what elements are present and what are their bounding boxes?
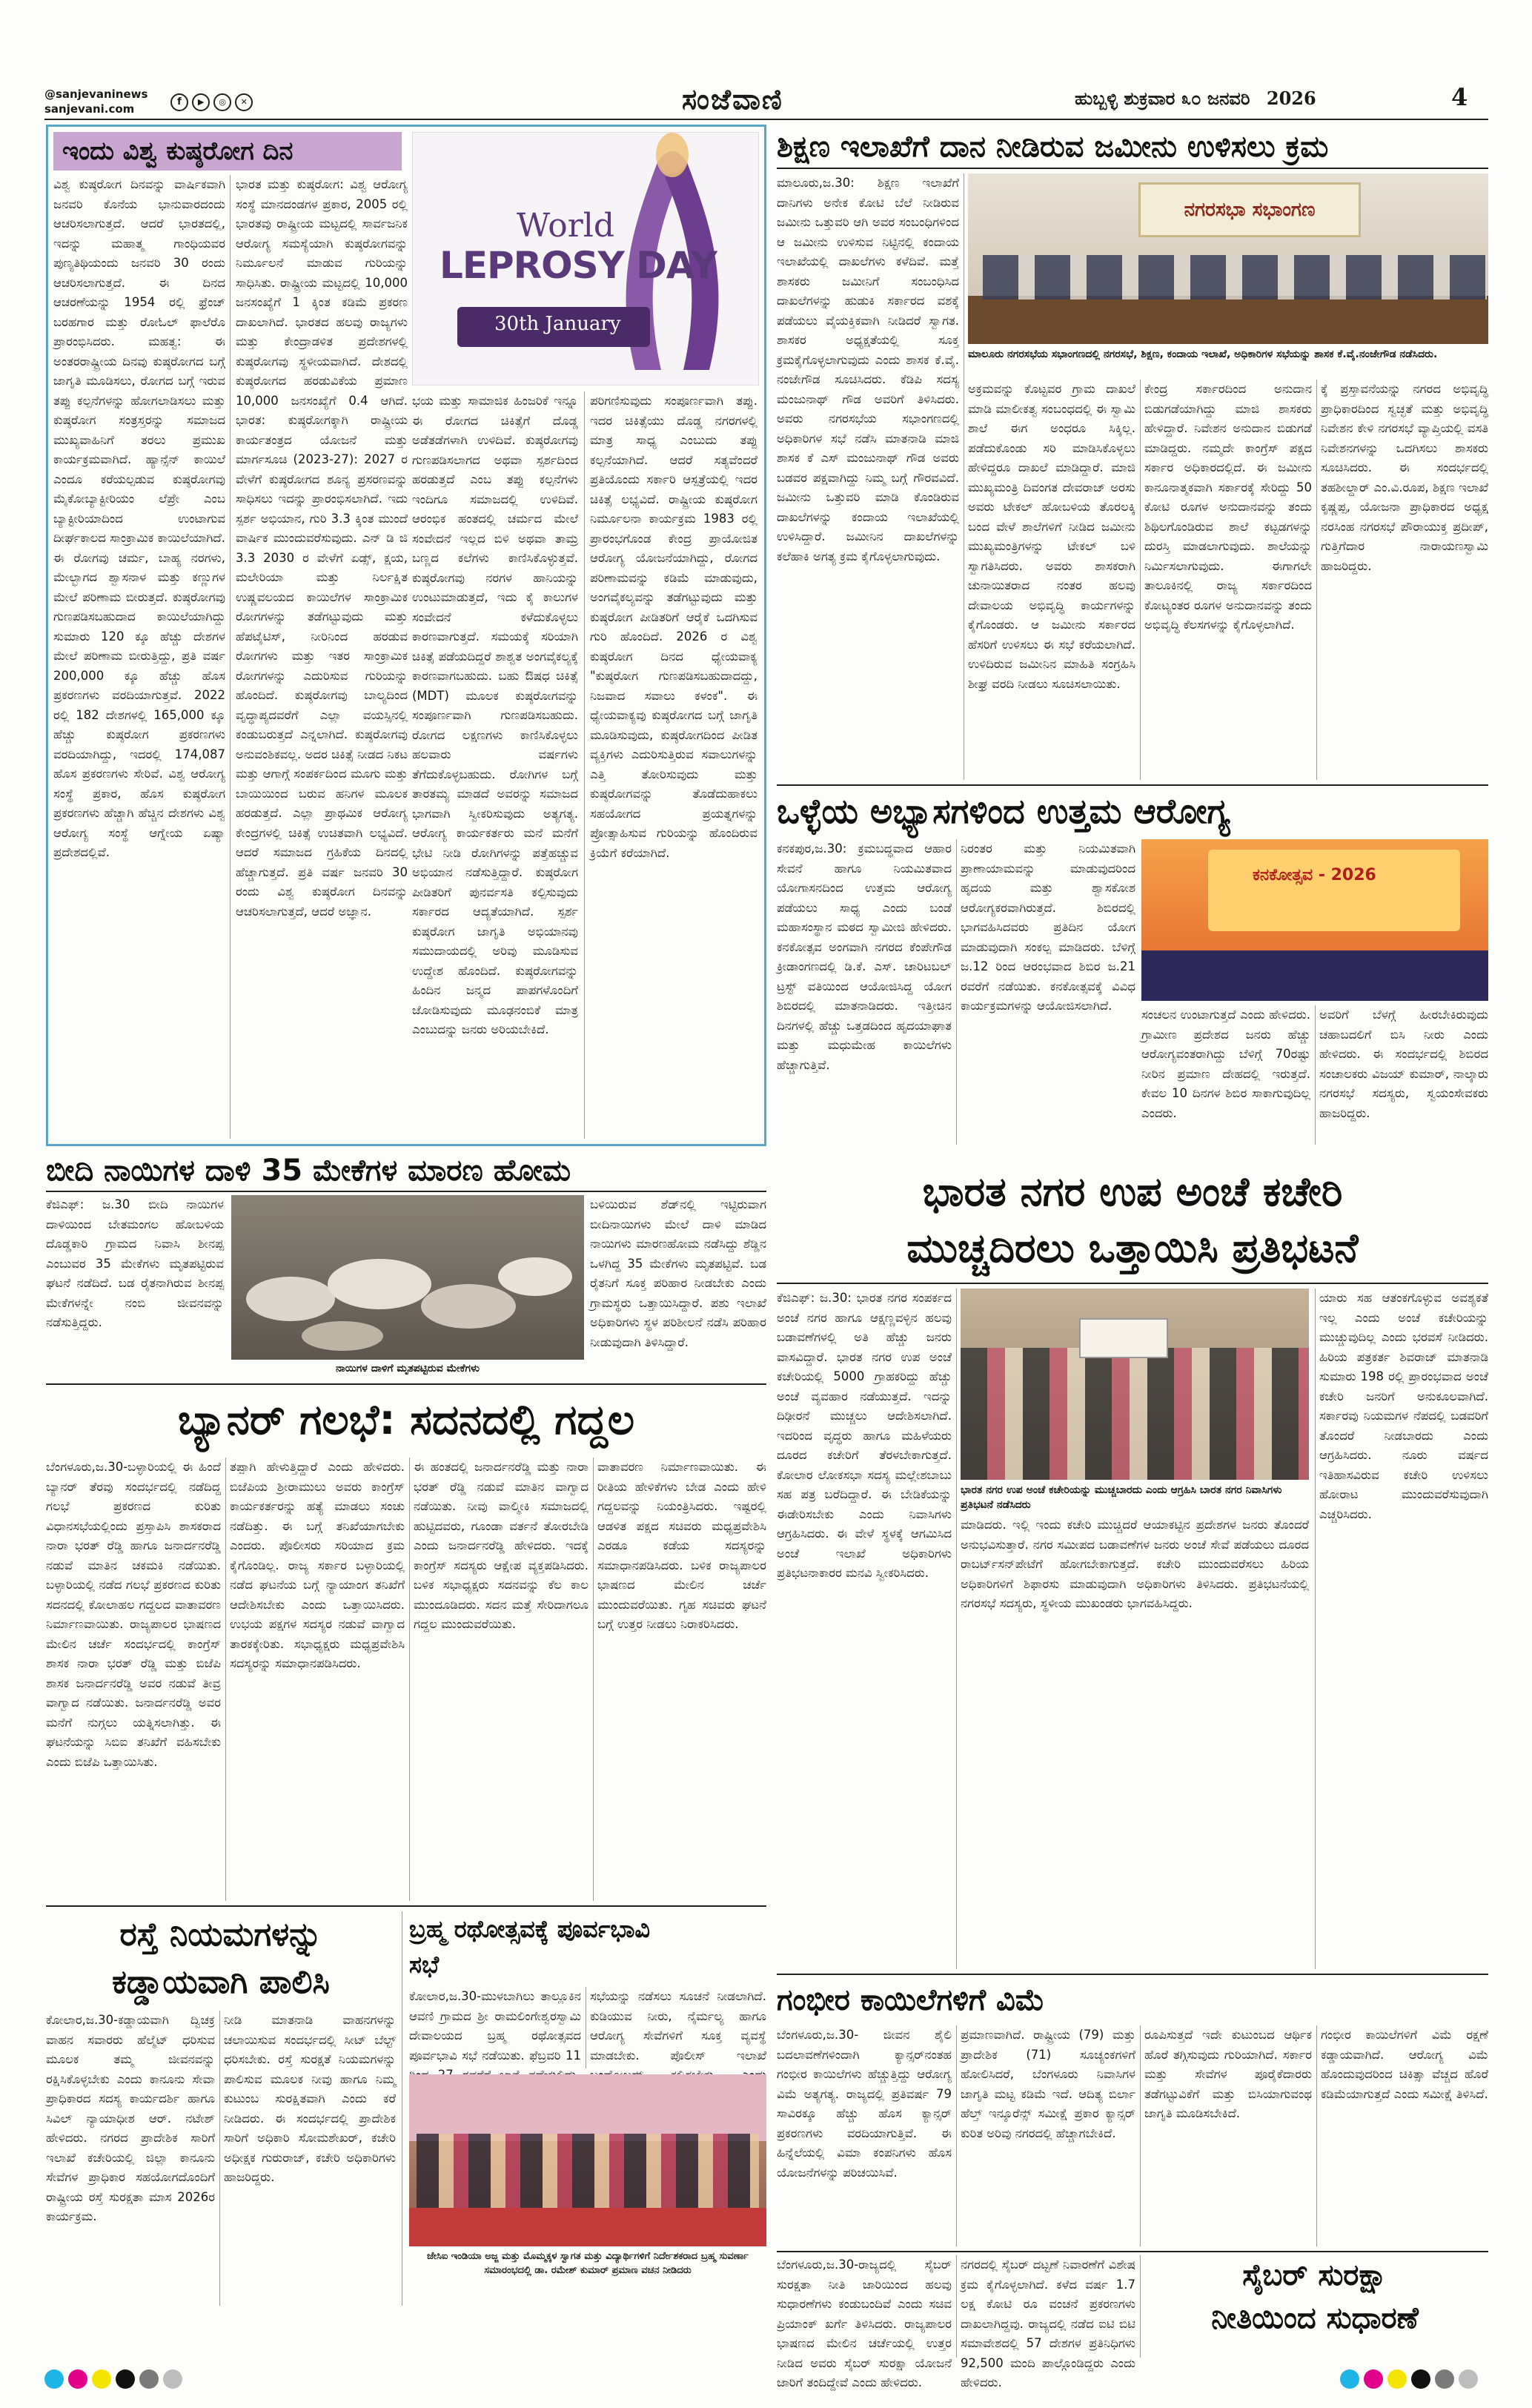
road-headline-line-2: ಕಡ್ಡಾಯವಾಗಿ ಪಾಲಿಸಿ: [112, 1963, 330, 2001]
rule: [777, 168, 1488, 169]
post-col-3: ಯಾರು ಸಹ ಆತಂಕಗೊಳ್ಳುವ ಅವಶ್ಯಕತೆ ಇಲ್ಲ ಎಂದು ಅಂಚೆ ಕಚೇರಿಯನ್ನು ಮುಚ್ಚುವುದಿಲ್ಲ ಎಂದು ಭರವಸೆ ನೀಡಿದರು. ಹಿರಿಯ ಪತ್ರಕರ್ತ ಶಿವರಾಜ್ ಮಾತನಾಡಿ ಸುಮಾರು 198 ರಲ್ಲಿ ಪ್ರಾರಂಭವಾದ ಅಂಚೆ ಕಚೇರಿ ಜನರಿಗೆ ಅನುಕೂಲವಾಗಿದೆ. ಸರ್ಕಾರವು ನಿಯಮಗಳ ನೆಪದಲ್ಲಿ ಬಡವರಿಗೆ ತೊಂದರೆ ನೀಡಬಾರದು ಎಂದು ಆಗ್ರಹಿಸಿದರು. ನೂರು ವರ್ಷದ ಇತಿಹಾಸವಿರುವ ಕಚೇರಿ ಉಳಿಸಲು ಹೋರಾಟ ಮುಂದುವರೆಸುವುದಾಗಿ ಎಚ್ಚರಿಸಿದರು.: [1319, 1291, 1488, 1521]
protest-photo: [961, 1289, 1309, 1480]
cancer-col-2: ಪ್ರಮಾಣವಾಗಿದೆ. ರಾಷ್ಟ್ರೀಯ (79) ಮತ್ತು ಪ್ರಾದೇಶಿಕ (71) ಸೂಚ್ಯಂಕಗಳಿಗೆ ಹೋಲಿಸಿದರೆ, ಬೆಂಗಳೂರು ನಿವಾಸಿಗಳ ಜಾಗೃತಿ ಮಟ್ಟ ಕಡಿಮೆ ಇದೆ. ಆದಿತ್ಯ ಬಿರ್ಲಾ ಹೆಲ್ತ್ ಇನ್ಶೂರೆನ್ಸ್ ಸಮೀಕ್ಷೆ ಪ್ರಕಾರ ಕ್ಯಾನ್ಸರ್ ಕುರಿತ ಅರಿವು ನಗರದಲ್ಲಿ ಹೆಚ್ಚಾಗಬೇಕಿದೆ.: [961, 2028, 1135, 2140]
social-handle[interactable]: @sanjevaninews: [44, 87, 148, 101]
cancer-col-4: ಗಂಭೀರ ಕಾಯಿಲೆಗಳಿಗೆ ವಿಮೆ ರಕ್ಷಣೆ ಕಡ್ಡಾಯವಾಗಿದೆ. ಆರೋಗ್ಯ ವಿಮೆ ಹೊಂದುವುದರಿಂದ ಚಿಕಿತ್ಸಾ ವೆಚ್ಚದ ಹೊರೆ ಕಡಿಮೆಯಾಗುತ್ತದೆ ಎಂದು ಸಮೀಕ್ಷೆ ತಿಳಿಸಿದೆ.: [1321, 2028, 1488, 2101]
masthead-rule: [44, 119, 1488, 120]
poster-world: World: [517, 207, 614, 245]
sheep-photo-caption: ನಾಯಿಗಳ ದಾಳಿಗೆ ಮೃತಪಟ್ಟಿರುವ ಮೇಕೆಗಳು: [335, 1363, 480, 1375]
print-registration-marks-left: [44, 2369, 187, 2392]
color-mark-black: [1411, 2369, 1430, 2389]
post-headline-line-1: ಭಾರತ ನಗರ ಉಪ ಅಂಚೆ ಕಚೇರಿ: [922, 1168, 1343, 1215]
brahma-col-2: ಸಭೆಯನ್ನು ನಡೆಸಲು ಸೂಚನೆ ನೀಡಲಾಗಿದೆ. ಕುಡಿಯುವ ನೀರು, ನೈರ್ಮಲ್ಯ ಹಾಗೂ ಆರೋಗ್ಯ ಸೇವೆಗಳಿಗೆ ಸೂಕ್ತ ವ್ಯವಸ್ಥೆ ಮಾಡಬೇಕು. ಪೊಲೀಸ್ ಇಲಾಖೆ: [590, 1989, 766, 2063]
brahma-col-1: ಕೋಲಾರ,ಜ.30-ಮುಳಬಾಗಿಲು ತಾಲ್ಲೂಕಿನ ಆವಣಿ ಗ್ರಾಮದ ಶ್ರೀ ರಾಮಲಿಂಗೇಶ್ವರಸ್ವಾಮಿ ದೇವಾಲಯದ ಬ್ರಹ್ಮ ರಥೋತ್ಸವದ ಪೂರ್ವಭಾವಿ ಸಭೆ ನಡೆಯಿತು. ಫೆಬ್ರವರಿ 11: [409, 1989, 581, 2063]
divider: [225, 1458, 226, 1901]
yoga-col-4: ಅವರಿಗೆ ಬೆಳಗ್ಗೆ ಹೀರಬೇಕಿರುವುದು ಚಹಾಬದಲಿಗೆ ಬಿಸಿ ನೀರು ಎಂದು ಹೇಳಿದರು. ಈ ಸಂದರ್ಭದಲ್ಲಿ ಶಿಬಿರದ ಸಂಚಾಲಕರು ವಿಜಯ್ ಕುಮಾರ್, ನಾಲ್ಕಾರು ನಗರಸಭೆ ಸದಸ್ಯರು, ಸ್ವಯಂಸೇವಕರು ಹಾಜರಿದ್ದರು.: [1319, 1008, 1488, 1120]
protesters-row: [961, 1348, 1309, 1480]
year: 2026: [1266, 87, 1316, 109]
leprosy-col-4: ಪರಿಗಣಿಸುವುದು ಸಂಪೂರ್ಣವಾಗಿ ತಪ್ಪು. ಇದರ ಚಿಕಿತ್ಸೆಯು ದೊಡ್ಡ ನಗರಗಳಲ್ಲಿ ಮಾತ್ರ ಸಾಧ್ಯ ಎಂಬುದು ತಪ್ಪು ಕಲ್ಪನೆಯಾಗಿದೆ. ಆದರೆ ಸತ್ಯವೆಂದರೆ ಪ್ರತಿಯೊಂದು ಸರ್ಕಾರಿ ಆಸ್ಪತ್ರೆಯಲ್ಲಿ ಇದರ ಚಿಕಿತ್ಸೆ ಲಭ್ಯವಿದೆ. ರಾಷ್ಟ್ರೀಯ ಕುಷ್ಠರೋಗ ನಿರ್ಮೂಲನಾ ಕಾರ್ಯಕ್ರಮ 1983 ರಲ್ಲಿ ಪ್ರಾರಂಭಗೊಂಡ ಕೇಂದ್ರ ಪ್ರಾಯೋಜಿತ ಆರೋಗ್ಯ ಯೋಜನೆಯಾಗಿದ್ದು, ರೋಗದ ಪರಿಣಾಮವನ್ನು ಕಡಿಮೆ ಮಾಡುವುದು, ಅಂಗವೈಕಲ್ಯವನ್ನು ತಡೆಗಟ್ಟುವುದು ಮತ್ತು ಕುಷ್ಠರೋಗ ಪೀಡಿತರಿಗೆ ಆರೈಕೆ ಒದಗಿಸುವ ಗುರಿ ಹೊಂದಿದೆ. 2026 ರ ವಿಶ್ವ ಕುಷ್ಠರೋಗ ದಿನದ ಧ್ಯೇಯವಾಕ್ಯ "ಕುಷ್ಠರೋಗ ಗುಣಪಡಿಸಬಹುದಾದದ್ದು, ನಿಜವಾದ ಸವಾಲು ಕಳಂಕ". ಈ ಧ್ಯೇಯವಾಕ್ಯವು ಕುಷ್ಠರೋಗದ ಬಗ್ಗೆ ಜಾಗೃತಿ ಮೂಡಿಸುವುದು, ಕುಷ್ಠರೋಗದಿಂದ ಪೀಡಿತ ವ್ಯಕ್ತಿಗಳು ಎದುರಿಸುತ್ತಿರುವ ಸವಾಲುಗಳನ್ನು ಎತ್ತಿ ತೋರಿಸುವುದು ಮತ್ತು ಕುಷ್ಠರೋಗವನ್ನು ತೊಡೆದುಹಾಕಲು ಸಹಯೋಗದ ಪ್ರಯತ್ನಗಳನ್ನು ಪ್ರೋತ್ಸಾಹಿಸುವ ಗುರಿಯನ್ನು ಹೊಂದಿರುವ ಕ್ರಿಯೆಗೆ ಕರೆಯಾಗಿದೆ.: [590, 394, 757, 860]
divider: [1140, 2025, 1141, 2246]
cyber-headline-line-1: ಸೈಬರ್ ಸುರಕ್ಷಾ: [1242, 2258, 1387, 2292]
land-photo-caption: ಮಾಲೂರು ನಗರಸಭೆಯ ಸಭಾಂಗಣದಲ್ಲಿ ನಗರಸಭೆ, ಶಿಕ್ಷಣ, ಕಂದಾಯ ಇಲಾಖೆ, ಅಧಿಕಾರಿಗಳ ಸಭೆಯನ್ನು ಶಾಸಕ ಕೆ.ವೈ.ನಂಜೇಗೌಡ ನಡೆಸಿದರು.: [968, 348, 1438, 360]
color-mark-grey: [139, 2369, 159, 2389]
post-col-2: ಮಾಡಿದರು. ಇಲ್ಲಿ ಇಂದು ಕಚೇರಿ ಮುಚ್ಚಿದರೆ ಆಯಾಕಟ್ಟಿನ ಪ್ರದೇಶಗಳ ಜನರು ತೊಂದರೆ ಅನುಭವಿಸುತ್ತಾರೆ. ನಗರ ಸಮೀಪದ ಬಡಾವಣೆಗಳ ಜನರು ಅಂಚೆ ಸೇವೆ ಪಡೆಯಲು ದೂರದ ರಾಬರ್ಟ್‌ಸನ್‌ಪೇಟೆಗೆ ಹೋಗಬೇಕಾಗುತ್ತದೆ. ಕಚೇರಿ ಮುಂದುವರೆಸಲು ಹಿರಿಯ ಅಧಿಕಾರಿಗಳಿಗೆ ಶಿಫಾರಸು ಮಾಡುವುದಾಗಿ ಅಧಿಕಾರಿಗಳು ತಿಳಿಸಿದರು. ಪ್ರತಿಭಟನೆಯಲ್ಲಿ ನಗರಸಭೆ ಸದಸ್ಯರು, ಸ್ಥಳೀಯ ಮುಖಂಡರು ಭಾಗವಹಿಸಿದ್ದರು.: [961, 1518, 1309, 1610]
poster-title: LEPROSY DAY: [440, 244, 717, 287]
instagram-icon[interactable]: ◎: [213, 93, 231, 111]
divider: [219, 2011, 220, 2306]
brahma-headline-line-1: ಬ್ರಹ್ಮ ರಥೋತ್ಸವಕ್ಕೆ ಪೂರ್ವಭಾವಿ: [409, 1915, 651, 1943]
divider: [956, 1289, 957, 1969]
cyber-headline-line-2: ನೀತಿಯಿಂದ ಸುಧಾರಣೆ: [1211, 2301, 1419, 2335]
table-cloth: [409, 2208, 766, 2246]
dead-goats-photo: [231, 1195, 584, 1360]
divider: [1315, 1005, 1316, 1145]
brahma-photo-caption: ಜೇಸಿಐ ಇಂಡಿಯಾ ಅಜ್ಜ ಮತ್ತು ಮೊಮ್ಮಕ್ಕಳ ಸ್ವಾಗತ ಮತ್ತು ವಿದ್ಯಾರ್ಥಿಗಳಿಗೆ ನಿರ್ದೇಶಕರಾದ ಬ್ರಹ್ಮ ಸುವರ್ಣಾ ಸಮಾರಂಭದಲ್ಲಿ ಡಾ. ರಮೇಶ್ ಕುಮಾರ್ ಪ್ರಮಾಣ ವಚನ ನೀಡಿದರು: [426, 2251, 749, 2276]
banner-col-3: ಈ ಹಂತದಲ್ಲಿ ಜನಾರ್ದನರೆಡ್ಡಿ ಮತ್ತು ನಾರಾ ಭರತ್ ರೆಡ್ಡಿ ನಡುವೆ ಮಾತಿನ ವಾಗ್ವಾದ ನಡೆಯಿತು. ನೀವು ವಾಲ್ಮೀಕಿ ಸಮಾಜದಲ್ಲಿ ಹುಟ್ಟಿದವರು, ಗೂಂಡಾ ವರ್ತನೆ ತೋರಬೇಡಿ ಎಂದು ಜನಾರ್ದನರೆಡ್ಡಿ ಹೇಳಿದರು. ಇದಕ್ಕೆ ಕಾಂಗ್ರೆಸ್ ಸದಸ್ಯರು ಆಕ್ಷೇಪ ವ್ಯಕ್ತಪಡಿಸಿದರು. ಬಳಿಕ ಸಭಾಧ್ಯಕ್ಷರು ಸದನವನ್ನು ಕೆಲ ಕಾಲ ಮುಂದೂಡಿದರು. ಸದನ ಮತ್ತೆ ಸೇರಿದಾಗಲೂ ಗದ್ದಲ ಮುಂದುವರೆಯಿತು.: [414, 1460, 588, 1631]
divider: [593, 1458, 594, 1901]
yoga-col-2: ನಿರಂತರ ಮತ್ತು ನಿಯಮಿತವಾಗಿ ಪ್ರಾಣಾಯಾಮವನ್ನು ಮಾಡುವುದರಿಂದ ಹೃದಯ ಮತ್ತು ಶ್ವಾಸಕೋಶ ಆರೋಗ್ಯಕರವಾಗಿರುತ್ತದೆ. ಶಿಬಿರದಲ್ಲಿ ಭಾಗವಹಿಸಿದವರು ಪ್ರತಿದಿನ ಯೋಗ ಮಾಡುವುದಾಗಿ ಸಂಕಲ್ಪ ಮಾಡಿದರು. ಬೆಳಿಗ್ಗೆ ಜ.12 ರಿಂದ ಆರಂಭವಾದ ಶಿಬಿರ ಜ.21 ರವರೆಗೆ ನಡೆಯಿತು. ಕನಕೋತ್ಸವಕ್ಕೆ ವಿವಿಧ ಕಾರ್ಯಕ್ರಮಗಳನ್ನು ಆಯೋಜಿಸಲಾಗಿದೆ.: [961, 841, 1135, 1013]
road-headline-line-1: ರಸ್ತೆ ನಿಯಮಗಳನ್ನು: [119, 1916, 322, 1954]
color-mark-yellow: [1387, 2369, 1407, 2389]
award-ceremony-photo: [409, 2074, 766, 2246]
world-leprosy-day-poster: [412, 132, 759, 386]
banner-col-4: ವಾತಾವರಣ ನಿರ್ಮಾಣವಾಯಿತು. ಈ ರೀತಿಯ ಹೇಳಿಕೆಗಳು ಬೇಡ ಎಂದು ಹೇಳಿ ಗದ್ದಲವನ್ನು ನಿಯಂತ್ರಿಸಿದರು. ಇಷ್ಟರಲ್ಲಿ ಆಡಳಿತ ಪಕ್ಷದ ಸಚಿವರು ಮಧ್ಯಪ್ರವೇಶಿಸಿ ಎರಡೂ ಕಡೆಯ ಸದಸ್ಯರನ್ನು ಸಮಾಧಾನಪಡಿಸಿದರು. ಬಳಿಕ ರಾಜ್ಯಪಾಲರ ಭಾಷಣದ ಮೇಲಿನ ಚರ್ಚೆ ಮುಂದುವರೆಯಿತು. ಗೃಹ ಸಚಿವರು ಘಟನೆ ಬಗ್ಗೆ ಉತ್ತರ ನೀಡಲು ನಿರಾಕರಿಸಿದರು.: [597, 1460, 766, 1631]
yoga-col-1: ಕನಕಪುರ,ಜ.30: ಕ್ರಮಬದ್ಧವಾದ ಆಹಾರ ಸೇವನೆ ಹಾಗೂ ನಿಯಮಿತವಾದ ಯೋಗಾಸನದಿಂದ ಉತ್ತಮ ಆರೋಗ್ಯ ಪಡೆಯಲು ಸಾಧ್ಯ ಎಂದು ಬಂಡೆ ಮಹಾಸಂಸ್ಥಾನ ಮಠದ ಸ್ವಾಮೀಜಿ ಹೇಳಿದರು. ಕನಕೋತ್ಸವ ಅಂಗವಾಗಿ ನಗರದ ಕೆಂಪೇಗೌಡ ಕ್ರೀಡಾಂಗಣದಲ್ಲಿ ಡಿ.ಕೆ. ಎಸ್. ಚಾರಿಟಬಲ್ ಟ್ರಸ್ಟ್ ವತಿಯಿಂದ ಆಯೋಜಿಸಿದ್ದ ಯೋಗ ಶಿಬಿರದಲ್ಲಿ ಮಾತನಾಡಿದರು. ಇತ್ತೀಚಿನ ದಿನಗಳಲ್ಲಿ ಹೆಚ್ಚು ಒತ್ತಡದಿಂದ ಹೃದಯಾಘಾತ ಮತ್ತು ಮಧುಮೇಹ ಕಾಯಿಲೆಗಳು ಹೆಚ್ಚಾಗುತ್ತಿವೆ.: [777, 841, 952, 1072]
divider: [1140, 380, 1141, 780]
weekday-date: ಶುಕ್ರವಾರ ೩೦ ಜನವರಿ: [1124, 88, 1250, 109]
divider: [1316, 380, 1317, 780]
divider: [409, 1458, 410, 1901]
meeting-table: [968, 296, 1488, 344]
divider: [956, 839, 957, 1145]
twitter-icon[interactable]: ✕: [235, 93, 253, 111]
newspaper-logo: ಸಂಜೆವಾಣಿ: [682, 83, 783, 116]
dateline: [1075, 87, 1316, 109]
leprosy-col-2: ಭಾರತ ಮತ್ತು ಕುಷ್ಠರೋಗ: ವಿಶ್ವ ಆರೋಗ್ಯ ಸಂಸ್ಥೆ ಮಾನದಂಡಗಳ ಪ್ರಕಾರ, 2005 ರಲ್ಲಿ ಭಾರತವು ರಾಷ್ಟ್ರೀಯ ಮಟ್ಟದಲ್ಲಿ ಸಾರ್ವಜನಿಕ ಆರೋಗ್ಯ ಸಮಸ್ಯೆಯಾಗಿ ಕುಷ್ಠರೋಗವನ್ನು ನಿರ್ಮೂಲನೆ ಮಾಡುವ ಗುರಿಯನ್ನು ಸಾಧಿಸಿತು. ರಾಷ್ಟ್ರೀಯ ಮಟ್ಟದಲ್ಲಿ 10,000 ಜನಸಂಖ್ಯೆಗೆ 1 ಕ್ಕಿಂತ ಕಡಿಮೆ ಪ್ರಕರಣ ದಾಖಲಾಗಿದೆ. ಭಾರತದ ಹಲವು ರಾಜ್ಯಗಳು ಮತ್ತು ಕೇಂದ್ರಾಡಳಿತ ಪ್ರದೇಶಗಳಲ್ಲಿ ಕುಷ್ಠರೋಗವು ಸ್ಥಳೀಯವಾಗಿದೆ. ದೇಶದಲ್ಲಿ ಕುಷ್ಠರೋಗದ ಹರಡುವಿಕೆಯ ಪ್ರಮಾಣ 10,000 ಜನಸಂಖ್ಯೆಗೆ 0.4 ಆಗಿದೆ. ಭಾರತ: ಕುಷ್ಠರೋಗಕ್ಕಾಗಿ ರಾಷ್ಟ್ರೀಯ ಕಾರ್ಯತಂತ್ರದ ಯೋಜನೆ ಮತ್ತು ಮಾರ್ಗಸೂಚಿ (2023-27): 2027 ರ ವೇಳೆಗೆ ಕುಷ್ಠರೋಗದ ಶೂನ್ಯ ಪ್ರಸರಣವನ್ನು ಸಾಧಿಸಲು ಇದನ್ನು ಪ್ರಾರಂಭಿಸಲಾಗಿದೆ. ಇದು ಸ್ಪರ್ಶ ಅಭಿಯಾನ, ಗುರಿ 3.3 ಕ್ಕಿಂತ ಮುಂದೆ ವಾರ್ಷಿಕ ಮುಂದುವರೆಸುವುದು. ಎನ್ ಡಿ ಜಿ 3.3 2030 ರ ವೇಳೆಗೆ ಏಡ್ಸ್, ಕ್ಷಯ, ಮಲೇರಿಯಾ ಮತ್ತು ನಿರ್ಲಕ್ಷಿತ ಉಷ್ಣವಲಯದ ಕಾಯಿಲೆಗಳ ಸಾಂಕ್ರಾಮಿಕ ರೋಗಗಳನ್ನು ತಡೆಗಟ್ಟುವುದು ಮತ್ತು ಹೆಪಟೈಟಿಸ್, ನೀರಿನಿಂದ ಹರಡುವ ರೋಗಗಳು ಮತ್ತು ಇತರ ಸಾಂಕ್ರಾಮಿಕ ರೋಗಗಳನ್ನು ಎದುರಿಸುವ ಗುರಿಯನ್ನು ಹೊಂದಿದೆ. ಕುಷ್ಠರೋಗವು ಬಾಲ್ಯದಿಂದ ವೃದ್ಧಾಪ್ಯದವರೆಗೆ ಎಲ್ಲಾ ವಯಸ್ಸಿನಲ್ಲಿ ಕಂಡುಬರುತ್ತದೆ ಎನ್ನಲಾಗಿದೆ. ಕುಷ್ಠರೋಗವು ಅನುವಂಶಿಕವಲ್ಲ. ಅದರ ಚಿಕಿತ್ಸೆ ನೀಡದ ನಿಕಟ ಮತ್ತು ಆಗಾಗ್ಗೆ ಸಂಪರ್ಕದಿಂದ ಮೂಗು ಮತ್ತು ಬಾಯಿಯಿಂದ ಬರುವ ಹನಿಗಳ ಮೂಲಕ ಹರಡುತ್ತದೆ. ಎಲ್ಲಾ ಪ್ರಾಥಮಿಕ ಆರೋಗ್ಯ ಕೇಂದ್ರಗಳಲ್ಲಿ ಚಿಕಿತ್ಸೆ ಉಚಿತವಾಗಿ ಲಭ್ಯವಿದೆ. ಆದರೆ ಸಮಾಜದ ಗ್ರಹಿಕೆಯ ದಿನದಲ್ಲಿ ಹೆಚ್ಚಾಗುತ್ತದೆ. ಪ್ರತಿ ವರ್ಷ ಜನವರಿ 30 ರಂದು ವಿಶ್ವ ಕುಷ್ಠರೋಗ ದಿನವನ್ನು ಆಚರಿಸಲಾಗುತ್ತದೆ, ಆದರೆ ಅಜ್ಞಾನ.: [236, 177, 408, 919]
banner-headline: ಬ್ಯಾನರ್ ಗಲಭೆ: ಸದನದಲ್ಲಿ ಗದ್ದಲ: [177, 1396, 635, 1444]
color-mark-cyan: [1340, 2369, 1359, 2389]
color-mark-cyan: [44, 2369, 64, 2389]
road-col-1: ಕೋಲಾರ,ಜ.30-ಕಡ್ಡಾಯವಾಗಿ ದ್ವಿಚಕ್ರ ವಾಹನ ಸವಾರರು ಹೆಲ್ಮೆಟ್ ಧರಿಸುವ ಮೂಲಕ ತಮ್ಮ ಜೀವನವನ್ನು ರಕ್ಷಿಸಿಕೊಳ್ಳಬೇಕು ಎಂದು ಕಾನೂನು ಸೇವಾ ಪ್ರಾಧಿಕಾರದ ಸದಸ್ಯ ಕಾರ್ಯದರ್ಶಿ ಹಾಗೂ ಸಿವಿಲ್ ನ್ಯಾಯಾಧೀಶ ಆರ್. ನಟೇಶ್ ಹೇಳಿದರು. ನಗರದ ಪ್ರಾದೇಶಿಕ ಸಾರಿಗೆ ಇಲಾಖೆ ಕಚೇರಿಯಲ್ಲಿ ಜಿಲ್ಲಾ ಕಾನೂನು ಸೇವೆಗಳ ಪ್ರಾಧಿಕಾರ ಸಹಯೋಗದೊಂದಿಗೆ ರಾಷ್ಟ್ರೀಯ ರಸ್ತೆ ಸುರಕ್ಷತಾ ಮಾಸ 2026ರ ಕಾರ್ಯಕ್ರಮ.: [46, 2013, 215, 2223]
divider: [584, 391, 585, 1139]
post-photo-caption: ಭಾರತ ನಗರ ಉಪ ಅಂಚೆ ಕಚೇರಿಯನ್ನು ಮುಚ್ಚಬಾರದು ಎಂದು ಆಗ್ರಹಿಸಿ ಬಾರತ ನಗರ ನಿವಾಸಿಗಳು ಪ್ರತಿಭಟನೆ ನಡೆಸಿದರು: [961, 1484, 1282, 1511]
youtube-icon[interactable]: ▶: [192, 93, 210, 111]
post-col-1: ಕೆಜಿಎಫ್: ಜ.30: ಭಾರತ ನಗರ ಸಂಪರ್ಕದ ಅಂಚೆ ನಗರ ಹಾಗೂ ಆಕ್ಷಣ್ಣವಳ್ಳಿನ ಹಲವು ಬಡಾವಣೆಗಳಲ್ಲಿ ಅತಿ ಹೆಚ್ಚು ಜನರು ವಾಸವಿದ್ದಾರೆ. ಭಾರತ ನಗರ ಉಪ ಅಂಚೆ ಕಚೇರಿಯಲ್ಲಿ 5000 ಗ್ರಾಹಕರಿದ್ದು ಹೆಚ್ಚು ಅಂಚೆ ವ್ಯವಹಾರ ನಡೆಯುತ್ತದೆ. ಇದನ್ನು ದಿಢೀರನೆ ಮುಚ್ಚಲು ಆದೇಶಿಸಲಾಗಿದೆ. ಇದರಿಂದ ವೃದ್ಧರು ಹಾಗೂ ಮಹಿಳೆಯರು ದೂರದ ಕಚೇರಿಗೆ ತೆರಳಬೇಕಾಗುತ್ತದೆ. ಕೋಲಾರ ಲೋಕಸಭಾ ಸದಸ್ಯ ಮಲ್ಲೇಶಬಾಬು ಸಹ ಪತ್ರ ಬರೆದಿದ್ದಾರೆ. ಈ ಬೇಡಿಕೆಯನ್ನು ಈಡೇರಿಸಬೇಕು ಎಂದು ನಿವಾಸಿಗಳು ಆಗ್ರಹಿಸಿದರು. ಈ ವೇಳೆ ಸ್ಥಳಕ್ಕೆ ಆಗಮಿಸಿದ ಅಂಚೆ ಇಲಾಖೆ ಅಧಿಕಾರಿಗಳು ಪ್ರತಿಭಟನಾಕಾರರ ಮನವಿ ಸ್ವೀಕರಿಸಿದರು.: [777, 1291, 952, 1580]
color-mark-light-grey: [163, 2369, 182, 2389]
leprosy-headline: ಇಂದು ವಿಶ್ವ ಕುಷ್ಠರೋಗ ದಿನ: [62, 136, 294, 166]
rule: [46, 1191, 766, 1192]
rule: [777, 1283, 1488, 1284]
rule: [46, 1905, 766, 1907]
sheep-col-1: ಕೆಜಿಎಫ್: ಜ.30 ಬೀದಿ ನಾಯಿಗಳ ದಾಳಿಯಿಂದ ಬೇತಮಂಗಲ ಹೋಬಳಿಯ ದೊಡ್ಡಕಾರಿ ಗ್ರಾಮದ ನಿವಾಸಿ ಶೀನಪ್ಪ ಎಂಬುವರ 35 ಮೇಕೆಗಳು ಮೃತಪಟ್ಟಿರುವ ಘಟನೆ ನಡೆದಿದೆ. ಬಡ ರೈತನಾಗಿರುವ ಶೀನಪ್ಪ ಮೇಕೆಗಳನ್ನೇ ನಂಬಿ ಜೀವನವನ್ನು ನಡೆಸುತ್ತಿದ್ದರು.: [46, 1197, 224, 1329]
print-registration-marks-right: [1340, 2369, 1482, 2392]
land-headline: ಶಿಕ್ಷಣ ಇಲಾಖೆಗೆ ದಾನ ನೀಡಿರುವ ಜಮೀನು ಉಳಿಸಲು ಕ್ರಮ: [777, 130, 1329, 164]
stage-backdrop: [409, 2074, 766, 2141]
divider: [956, 2025, 957, 2246]
color-mark-light-grey: [1459, 2369, 1478, 2389]
leprosy-col-1: ವಿಶ್ವ ಕುಷ್ಠರೋಗ ದಿನವನ್ನು ವಾರ್ಷಿಕವಾಗಿ ಜನವರಿ ಕೊನೆಯ ಭಾನುವಾರದಂದು ಆಚರಿಸಲಾಗುತ್ತದೆ. ಆದರೆ ಭಾರತದಲ್ಲಿ, ಇದನ್ನು ಮಹಾತ್ಮ ಗಾಂಧಿಯವರ ಪುಣ್ಯತಿಥಿಯಂದು ಜನವರಿ 30 ರಂದು ಆಚರಿಸಲಾಗುತ್ತದೆ. ಈ ದಿನದ ಆಚರಣೆಯನ್ನು 1954 ರಲ್ಲಿ ಫ್ರೆಂಚ್ ಬರಹಗಾರ ಮತ್ತು ರೋಓಲ್ ಫಾಲೆರೊ ಪ್ರಾರಂಭಿಸಿದರು. ಮಹತ್ವ: ಈ ಅಂತರರಾಷ್ಟ್ರೀಯ ದಿನವು ಕುಷ್ಠರೋಗದ ಬಗ್ಗೆ ಜಾಗೃತಿ ಮೂಡಿಸಲು, ರೋಗದ ಬಗ್ಗೆ ಇರುವ ತಪ್ಪು ಕಲ್ಪನೆಗಳನ್ನು ಹೋಗಲಾಡಿಸಲು ಮತ್ತು ಕುಷ್ಠರೋಗ ಸಂತ್ರಸ್ತರನ್ನು ಸಮಾಜದ ಮುಖ್ಯವಾಹಿನಿಗೆ ತರಲು ಪ್ರಮುಖ ಕಾರ್ಯಕ್ರಮವಾಗಿದೆ. ಹ್ಯಾನ್ಸೆನ್ ಕಾಯಿಲೆ ಎಂದೂ ಕರೆಯಲ್ಪಡುವ ಕುಷ್ಠರೋಗವು ಮೈಕೋಬ್ಯಾಕ್ಟೀರಿಯಂ ಲೆಪ್ರೇ ಎಂಬ ಬ್ಯಾಕ್ಟೀರಿಯಾದಿಂದ ಉಂಟಾಗುವ ದೀರ್ಘಕಾಲದ ಸಾಂಕ್ರಾಮಿಕ ಕಾಯಿಲೆಯಾಗಿದೆ. ಈ ರೋಗವು ಚರ್ಮ, ಬಾಹ್ಯ ನರಗಳು, ಮೇಲ್ಭಾಗದ ಶ್ವಾಸನಾಳ ಮತ್ತು ಕಣ್ಣುಗಳ ಮೇಲೆ ಪರಿಣಾಮ ಬೀರುತ್ತದೆ. ಕುಷ್ಠರೋಗವು ಗುಣಪಡಿಸಬಹುದಾದ ಕಾಯಿಲೆಯಾಗಿದ್ದು ಸುಮಾರು 120 ಕ್ಕೂ ಹೆಚ್ಚು ದೇಶಗಳ ಮೇಲೆ ಪರಿಣಾಮ ಬೀರುತ್ತಿದ್ದು, ಪ್ರತಿ ವರ್ಷ 200,000 ಕ್ಕೂ ಹೆಚ್ಚು ಹೊಸ ಪ್ರಕರಣಗಳು ವರದಿಯಾಗುತ್ತವೆ. 2022 ರಲ್ಲಿ 182 ದೇಶಗಳಲ್ಲಿ 165,000 ಕ್ಕೂ ಹೆಚ್ಚು ಕುಷ್ಠರೋಗ ಪ್ರಕರಣಗಳು ವರದಿಯಾಗಿದ್ದು, ಇದರಲ್ಲಿ 174,087 ಹೊಸ ಪ್ರಕರಣಗಳು ಸೇರಿವೆ. ವಿಶ್ವ ಆರೋಗ್ಯ ಸಂಸ್ಥೆ ಪ್ರಕಾರ, ಹೊಸ ಕುಷ್ಠರೋಗ ಪ್ರಕರಣಗಳು ಹೆಚ್ಚಾಗಿ ಹೆಚ್ಚಿನ ದೇಶಗಳು ವಿಶ್ವ ಆರೋಗ್ಯ ಸಂಸ್ಥೆ ಆಗ್ನೇಯ ಏಷ್ಯಾ ಪ್ರದೇಶದಲ್ಲಿವೆ.: [53, 177, 225, 859]
rule: [46, 1383, 766, 1385]
color-mark-black: [116, 2369, 135, 2389]
social-icons: [170, 93, 253, 111]
website-link[interactable]: sanjevani.com: [44, 102, 135, 116]
yoga-headline: ಒಳ್ಳೆಯ ಅಭ್ಯಾಸಗಳಿಂದ ಉತ್ತಮ ಆರೋಗ್ಯ: [777, 791, 1230, 831]
facebook-icon[interactable]: f: [170, 93, 188, 111]
land-col-4: ಕ್ಕೆ ಪ್ರಸ್ತಾವನೆಯನ್ನು ನಗರದ ಅಭಿವೃದ್ಧಿ ಪ್ರಾಧಿಕಾರದಿಂದ ಸ್ವಚ್ಛತೆ ಮತ್ತು ಅಭಿವೃದ್ಧಿ ನಿವೇಶನ ಕೇಳಿ ನಗರಸಭೆ ವ್ಯಾಪ್ತಿಯಲ್ಲಿ ವಸತಿ ನಿವೇಶನಗಳನ್ನು ಒದಗಿಸಲು ಶಾಸಕರು ಸೂಚಿಸಿದರು. ಈ ಸಂದರ್ಭದಲ್ಲಿ ತಹಶೀಲ್ದಾರ್ ಎಂ.ವಿ.ರೂಪ, ಶಿಕ್ಷಣ ಇಲಾಖೆ ಕೃಷ್ಣಪ್ಪ, ಯೋಜನಾ ಪ್ರಾಧಿಕಾರದ ಅಧ್ಯಕ್ಷ ನರಸಿಂಹ ನಗರಸಭೆ ಪೌರಾಯುಕ್ತ ಪ್ರದೀಪ್, ಗುತ್ತಿಗೆದಾರ ನಾರಾಯಣಸ್ವಾಮಿ ಹಾಜರಿದ್ದರು.: [1321, 382, 1488, 573]
yoga-event-photo: [1141, 839, 1488, 1001]
color-mark-magenta: [1364, 2369, 1383, 2389]
divider: [1316, 2025, 1317, 2246]
land-meeting-photo: [968, 173, 1488, 344]
cyber-col-2: ನಗರದಲ್ಲಿ ಸೈಬರ್ ದಟ್ಟಣೆ ನಿವಾರಣೆಗೆ ವಿಶೇಷ ಕ್ರಮ ಕೈಗೊಳ್ಳಲಾಗಿದೆ. ಕಳೆದ ವರ್ಷ 1.7 ಲಕ್ಷ ಕೋಟಿ ರೂ ವಂಚನೆ ಪ್ರಕರಣಗಳು ದಾಖಲಾಗಿದ್ದವು. ರಾಜ್ಯದಲ್ಲಿ ನಡೆದ ಐಟಿ ಬಿಟಿ ಸಮಾವೇಶದಲ್ಲಿ 57 ದೇಶಗಳ ಪ್ರತಿನಿಧಿಗಳು 92,500 ಮಂದಿ ಪಾಲ್ಗೊಂಡಿದ್ದರು ಎಂದು ಹೇಳಿದರು.: [961, 2258, 1135, 2389]
attendees-row: [417, 2134, 759, 2208]
officials-row: [983, 255, 1487, 300]
divider: [1315, 1289, 1316, 1969]
land-col-2: ಅಕ್ರಮವನ್ನು ಕೊಟ್ಟವರ ಗ್ರಾಮ ದಾಖಲೆ ಮಾಡಿ ಮಾಲೀಕತ್ವ ಸಂಬಂಧದಲ್ಲಿ ಈ ಸ್ವಾಮಿ ಶಾಲೆ ಈಗ ಅಂಧರೂ ಸಿಕ್ಕಿಲ್ಲ. ಪಡೆದುಕೊಂಡು ಸರಿ ಮಾಡಿಸಿಕೊಳ್ಳಲು ಹೇಳಿದ್ದರೂ ದಾಖಲೆ ಮಾಡಿದ್ದಾರೆ. ಮಾಜಿ ಮುಖ್ಯಮಂತ್ರಿ ದಿವಂಗತ ದೇವರಾಜ್ ಅರಸು ಅವರು ಟೇಕಲ್ ಹೋಬಳಿಯ ತೊರಲಕ್ಕಿ ಬಂದ ವೇಳೆ ಶಾಲೆಗಳಿಗೆ ನೀಡಿದ ಜಮೀನು ಮುಖ್ಯಮಂತ್ರಿಗಳನ್ನು ಟೇಕಲ್ ಬಳಿ ಸ್ವಾಗತಿಸಿದರು. ಅವರು ಶಾಸಕರಾಗಿ ಚುನಾಯಿತರಾದ ನಂತರ ಹಲವು ದೇವಾಲಯ ಅಭಿವೃದ್ಧಿ ಕಾರ್ಯಗಳನ್ನು ಕೈಗೊಂಡರು. ಆ ಜಮೀನು ಸರ್ಕಾರದ ಹೆಸರಿಗೆ ಉಳಿಸಲು ಈ ಸಭೆ ಕರೆಯಲಾಗಿದೆ. ಉಳಿದಿರುವ ಜಮೀನಿನ ಮಾಹಿತಿ ಸಂಗ್ರಹಿಸಿ ಶೀಘ್ರ ವರದಿ ನೀಡಲು ಸೂಚಿಸಲಾಯಿತು.: [968, 382, 1135, 691]
divider: [1140, 2255, 1141, 2358]
brahma-headline-line-2: ಸಭೆ: [409, 1951, 440, 1979]
cancer-col-1: ಬೆಂಗಳೂರು,ಜ.30- ಜೀವನ ಶೈಲಿ ಬದಲಾವಣೆಗಳಿಂದಾಗಿ ಕ್ಯಾನ್ಸರ್‌ನಂತಹ ಗಂಭೀರ ಕಾಯಿಲೆಗಳು ಹೆಚ್ಚುತ್ತಿದ್ದು ಆರೋಗ್ಯ ವಿಮೆ ಅತ್ಯಗತ್ಯ. ರಾಜ್ಯದಲ್ಲಿ ಪ್ರತಿವರ್ಷ 79 ಸಾವಿರಕ್ಕೂ ಹೆಚ್ಚು ಹೊಸ ಕ್ಯಾನ್ಸರ್ ಪ್ರಕರಣಗಳು ವರದಿಯಾಗುತ್ತಿವೆ. ಈ ಹಿನ್ನೆಲೆಯಲ್ಲಿ ವಿಮಾ ಕಂಪನಿಗಳು ಹೊಸ ಯೋಜನೆಗಳನ್ನು ಪರಿಚಯಿಸಿವೆ.: [777, 2028, 952, 2180]
cyber-col-1: ಬೆಂಗಳೂರು,ಜ.30-ರಾಜ್ಯದಲ್ಲಿ ಸೈಬರ್ ಸುರಕ್ಷತಾ ನೀತಿ ಜಾರಿಯಿಂದ ಹಲವು ಸುಧಾರಣೆಗಳು ಕಂಡುಬಂದಿವೆ ಎಂದು ಸಚಿವ ಪ್ರಿಯಾಂಕ್ ಖರ್ಗೆ ತಿಳಿಸಿದರು. ರಾಜ್ಯಪಾಲರ ಭಾಷಣದ ಮೇಲಿನ ಚರ್ಚೆಯಲ್ಲಿ ಉತ್ತರ ನೀಡಿದ ಅವರು ಸೈಬರ್ ಸುರಕ್ಷಾ ಯೋಜನೆ ಜಾರಿಗೆ ತಂದಿದ್ದೇವೆ ಎಂದು ಹೇಳಿದರು.: [777, 2258, 952, 2389]
color-mark-yellow: [92, 2369, 111, 2389]
poster-date: 30th January: [494, 313, 621, 335]
yoga-col-3: ಸಂಚಲನ ಉಂಟಾಗುತ್ತದೆ ಎಂದು ಹೇಳಿದರು. ಗ್ರಾಮೀಣ ಪ್ರದೇಶದ ಜನರು ಹೆಚ್ಚು ಆರೋಗ್ಯವಂತರಾಗಿದ್ದು ಬೆಳಿಗ್ಗೆ 70ರಷ್ಟು ನೀರಿನ ಪ್ರಮಾಣ ದೇಹದಲ್ಲಿ ಇರುತ್ತದೆ. ಕೇವಲ 10 ದಿನಗಳ ಶಿಬಿರ ಸಾಕಾಗುವುದಿಲ್ಲ ಎಂದರು.: [1141, 1008, 1310, 1120]
divider: [956, 2255, 957, 2358]
road-col-2: ನೀಡಿ ಮಾತನಾಡಿ ವಾಹನಗಳನ್ನು ಚಲಾಯಿಸುವ ಸಂದರ್ಭದಲ್ಲಿ ಸೀಟ್ ಬೆಲ್ಟ್ ಧರಿಸಬೇಕು. ರಸ್ತೆ ಸುರಕ್ಷತೆ ನಿಯಮಗಳನ್ನು ಪಾಲಿಸುವ ಮೂಲಕ ನೀವು ಹಾಗೂ ನಿಮ್ಮ ಕುಟುಂಬ ಸುರಕ್ಷಿತವಾಗಿ ಎಂದು ಕರೆ ನೀಡಿದರು. ಈ ಸಂದರ್ಭದಲ್ಲಿ ಪ್ರಾದೇಶಿಕ ಸಾರಿಗೆ ಅಧಿಕಾರಿ ಸೋಮಶೇಖರ್, ಕಚೇರಿ ಅಧೀಕ್ಷಕ ಗುರುರಾಜ್, ಕಚೇರಿ ಅಧಿಕಾರಿಗಳು ಹಾಜರಿದ್ದರು.: [224, 2013, 396, 2184]
color-mark-magenta: [68, 2369, 87, 2389]
masthead: [0, 0, 1532, 119]
banner-col-2: ತಪ್ಪಾಗಿ ಹೇಳುತ್ತಿದ್ದಾರೆ ಎಂದು ಹೇಳಿದರು. ಬಿಜೆಪಿಯ ಶ್ರೀರಾಮುಲು ಅವರು ಕಾಂಗ್ರೆಸ್ ಕಾರ್ಯಕರ್ತರನ್ನು ಹತ್ಯೆ ಮಾಡಲು ಸಂಚು ನಡೆದಿತ್ತು. ಈ ಬಗ್ಗೆ ತನಿಖೆಯಾಗಬೇಕು ಎಂದರು. ಪೊಲೀಸರು ಸರಿಯಾದ ಕ್ರಮ ಕೈಗೊಂಡಿಲ್ಲ. ರಾಜ್ಯ ಸರ್ಕಾರ ಬಳ್ಳಾರಿಯಲ್ಲಿ ನಡೆದ ಘಟನೆಯ ಬಗ್ಗೆ ನ್ಯಾಯಾಂಗ ತನಿಖೆಗೆ ಆದೇಶಿಸಬೇಕು ಎಂದು ಒತ್ತಾಯಿಸಿದರು. ಉಭಯ ಪಕ್ಷಗಳ ಸದಸ್ಯರ ನಡುವೆ ವಾಗ್ವಾದ ತಾರಕಕ್ಕೇರಿತು. ಸಭಾಧ್ಯಕ್ಷರು ಮಧ್ಯಪ್ರವೇಶಿಸಿ ಸದಸ್ಯರನ್ನು ಸಮಾಧಾನಪಡಿಸಿದರು.: [230, 1460, 405, 1670]
land-col-1: ಮಾಲೂರು,ಜ.30: ಶಿಕ್ಷಣ ಇಲಾಖೆಗೆ ದಾನಿಗಳು ಅನೇಕ ಕೋಟಿ ಬೆಲೆ ನೀಡಿರುವ ಜಮೀನು ಒತ್ತುವರಿ ಆಗಿ ಅವರ ಸಂಬಂಧಿಗಳಿಂದ ಆ ಜಮೀನು ಉಳಿಸುವ ನಿಟ್ಟಿನಲ್ಲಿ ಕಂದಾಯ ಇಲಾಖೆಯಲ್ಲಿ ದಾಖಲೆಗಳು ಕಳೆದಿವೆ. ಮತ್ತೆ ಶಾಸಕರು ಜಮೀನಿಗೆ ಸಂಬಂಧಿಸಿದ ದಾಖಲೆಗಳನ್ನು ಹುಡುಕಿ ಸರ್ಕಾರದ ವಶಕ್ಕೆ ಪಡೆಯಲು ವೈಯಕ್ತಿಕವಾಗಿ ನೀಡಿದರೆ ಸ್ವಾಗತ. ಶಾಸಕರ ಅಧ್ಯಕ್ಷತೆಯಲ್ಲಿ ಸೂಕ್ತ ಕ್ರಮಕೈಗೊಳ್ಳಲಾಗುವುದು ಎಂದು ಶಾಸಕ ಕೆ.ವೈ. ನಂಜೇಗೌಡ ಸೂಚಿಸಿದರು. ಕೆಡಿಪಿ ಸದಸ್ಯ ಮಂಜುನಾಥ್ ಗೌಡ ಅವರಿಗೆ ತಿಳಿಸಿದರು. ಅವರು ನಗರಸಭೆಯ ಸಭಾಂಗಣದಲ್ಲಿ ಅಧಿಕಾರಿಗಳ ಸಭೆ ನಡೆಸಿ ಮಾತನಾಡಿ ಮಾಜಿ ಶಾಸಕ ಕೆ ಎಸ್ ಮಂಜುನಾಥ್ ಗೌಡ ಅವರು ಬಡವರ ಪಕ್ಷವಾಗಿದ್ದು ನಿಮ್ಮ ಬಗ್ಗೆ ಗೌರವವಿದೆ. ಜಮೀನು ಒತ್ತುವರಿ ಮಾಡಿ ಕೊಂಡಿರುವ ದಾಖಲೆಗಳನ್ನು ಕಂದಾಯ ಇಲಾಖೆಯಲ್ಲಿ ಉಳಿಸಿದ್ದಾರೆ. ಜಮೀನಿನ ದಾಖಲೆಗಳನ್ನು ಕಲೆಹಾಕಿ ಅಗತ್ಯ ಕ್ರಮ ಕೈಗೊಳ್ಳಲಾಗುವುದು.: [777, 176, 959, 563]
land-col-3: ಕೇಂದ್ರ ಸರ್ಕಾರದಿಂದ ಅನುದಾನ ಬಿಡುಗಡೆಯಾಗಿದ್ದು ಮಾಜಿ ಶಾಸಕರು ಹೇಳಿದ್ದಾರೆ. ನಿವೇಶನ ಅನುದಾನ ಬಿಡುಗಡೆ ಮಾಡಿದ್ದರು. ನಮ್ಮದೇ ಕಾಂಗ್ರೆಸ್ ಪಕ್ಷದ ಸರ್ಕಾರ ಅಧಿಕಾರದಲ್ಲಿದೆ. ಈ ಜಮೀನು ಕಾನೂನಾತ್ಮಕವಾಗಿ ಸರ್ಕಾರಕ್ಕೆ ಸೇರಿದ್ದು 50 ಕೋಟಿ ರೂಗಳ ಅನುದಾನವನ್ನು ತಂದು ಶಿಥಿಲಗೊಂಡಿರುವ ಶಾಲೆ ಕಟ್ಟಡಗಳನ್ನು ದುರಸ್ತಿ ಮಾಡಲಾಗುವುದು. ಶಾಲೆಯನ್ನು ನಿರ್ಮಿಸಲಾಗುವುದು. ಈಗಾಗಲೇ ತಾಲೂಕಿನಲ್ಲಿ ರಾಜ್ಯ ಸರ್ಕಾರದಿಂದ ಕೋಟ್ಯಂತರ ರೂಗಳ ಅನುದಾನವನ್ನು ತಂದು ಅಭಿವೃದ್ಧಿ ಕೆಲಸಗಳನ್ನು ಕೈಗೊಳ್ಳಲಾಗಿದೆ.: [1144, 382, 1312, 632]
post-headline-line-2: ಮುಚ್ಚದಿರಲು ಒತ್ತಾಯಿಸಿ ಪ್ರತಿಭಟನೆ: [906, 1225, 1359, 1271]
sheep-col-2: ಬಳಿಯಿರುವ ಶೆಡ್‌ನಲ್ಲಿ ಇಟ್ಟಿರುವಾಗ ಬೀದಿನಾಯಿಗಳು ಮೇಲೆ ದಾಳಿ ಮಾಡಿದ ನಾಯಿಗಳು ಮಾರಣಹೋಮ ನಡೆಸಿದ್ದು ಶೆಡ್ಡಿನ ಒಳಗಿದ್ದ 35 ಮೇಕೆಗಳು ಮೃತಪಟ್ಟಿವೆ. ಬಡ ರೈತನಿಗೆ ಸೂಕ್ತ ಪರಿಹಾರ ನೀಡಬೇಕು ಎಂದು ಗ್ರಾಮಸ್ಥರು ಒತ್ತಾಯಿಸಿದ್ದಾರೆ. ಪಶು ಇಲಾಖೆ ಅಧಿಕಾರಿಗಳು ಸ್ಥಳ ಪರಿಶೀಲನೆ ನಡೆಸಿ ಪರಿಹಾರ ನೀಡುವುದಾಗಿ ತಿಳಿಸಿದ್ದಾರೆ.: [590, 1197, 766, 1349]
placard: [1079, 1318, 1168, 1358]
banner-col-1: ಬೆಂಗಳೂರು,ಜ.30-ಬಳ್ಳಾರಿಯಲ್ಲಿ ಈ ಹಿಂದೆ ಬ್ಯಾನರ್ ತೆರವು ಸಂದರ್ಭದಲ್ಲಿ ನಡೆದಿದ್ದ ಗಲಭೆ ಪ್ರಕರಣದ ಕುರಿತು ವಿಧಾನಸಭೆಯಲ್ಲಿಂದು ಪ್ರಸ್ತಾಪಿಸಿ ಶಾಸಕರಾದ ನಾರಾ ಭರತ್ ರೆಡ್ಡಿ ಹಾಗೂ ಜನಾರ್ದನರೆಡ್ಡಿ ನಡುವೆ ಮಾತಿನ ಚಕಮಕಿ ನಡೆಯಿತು. ಬಳ್ಳಾರಿಯಲ್ಲಿ ನಡೆದ ಗಲಭೆ ಪ್ರಕರಣದ ಕುರಿತು ಸದನದಲ್ಲಿ ಕೋಲಾಹಲ ಗದ್ದಲದ ವಾತಾವರಣ ನಿರ್ಮಾಣವಾಯಿತು. ರಾಜ್ಯಪಾಲರ ಭಾಷಣದ ಮೇಲಿನ ಚರ್ಚೆ ಸಂದರ್ಭದಲ್ಲಿ ಕಾಂಗ್ರೆಸ್ ಶಾಸಕ ನಾರಾ ಭರತ್ ರೆಡ್ಡಿ ಮತ್ತು ಬಿಜೆಪಿ ಶಾಸಕ ಜನಾರ್ದನರೆಡ್ಡಿ ಅವರ ನಡುವೆ ತೀವ್ರ ವಾಗ್ವಾದ ನಡೆಯಿತು. ಜನಾರ್ದನರೆಡ್ಡಿ ಅವರ ಮನೆಗೆ ನುಗ್ಗಲು ಯತ್ನಿಸಲಾಗಿತ್ತು. ಈ ಘಟನೆಯನ್ನು ಸಿಬಿಐ ತನಿಖೆಗೆ ವಹಿಸಬೇಕು ಎಂದು ಬಿಜೆಪಿ ಒತ್ತಾಯಿಸಿತು.: [46, 1460, 221, 1769]
cancer-col-3: ರೂಪಿಸುತ್ತದೆ ಇದೇ ಕುಟುಂಬದ ಆರ್ಥಿಕ ಹೊರೆ ತಗ್ಗಿಸುವುದು ಗುರಿಯಾಗಿದೆ. ಸರ್ಕಾರ ಮತ್ತು ಸೇವೆಗಳ ಪೂರೈಕೆದಾರರು ತಡೆಗಟ್ಟುವಿಕೆಗೆ ಮತ್ತು ಬಿಸಿಯಾಗುವಂಥ ಜಾಗೃತಿ ಮೂಡಿಸಬೇಕಿದೆ.: [1144, 2028, 1312, 2120]
wall-banner: [1138, 182, 1361, 237]
sheep-headline: ಬೀದಿ ನಾಯಿಗಳ ದಾಳಿ 35 ಮೇಕೆಗಳ ಮಾರಣ ಹೋಮ: [46, 1154, 571, 1188]
page-number: 4: [1451, 83, 1468, 111]
city-name: ಹುಬ್ಬಳ್ಳಿ: [1075, 88, 1118, 109]
leprosy-col-3: ಭಯ ಮತ್ತು ಸಾಮಾಜಿಕ ಹಿಂಜರಿಕೆ ಇನ್ನೂ ಈ ರೋಗದ ಚಿಕಿತ್ಸೆಗೆ ದೊಡ್ಡ ಅಡೆತಡೆಗಳಾಗಿ ಉಳಿದಿವೆ. ಕುಷ್ಠರೋಗವು ಗುಣಪಡಿಸಲಾಗದ ಅಥವಾ ಸ್ಪರ್ಶದಿಂದ ಹರಡುತ್ತದೆ ಎಂಬ ತಪ್ಪು ಕಲ್ಪನೆಗಳು ಇಂದಿಗೂ ಸಮಾಜದಲ್ಲಿ ಉಳಿದಿವೆ. ಆರಂಭಿಕ ಹಂತದಲ್ಲಿ ಚರ್ಮದ ಮೇಲೆ ಸಂವೇದನೆ ಇಲ್ಲದ ಬಿಳಿ ಅಥವಾ ತಾಮ್ರ ಬಣ್ಣದ ಕಲೆಗಳು ಕಾಣಿಸಿಕೊಳ್ಳುತ್ತವೆ. ಕುಷ್ಠರೋಗವು ನರಗಳ ಹಾನಿಯನ್ನು ಉಂಟುಮಾಡುತ್ತದೆ, ಇದು ಕೈ ಕಾಲುಗಳ ಸಂವೇದನೆ ಕಳೆದುಕೊಳ್ಳಲು ಕಾರಣವಾಗುತ್ತದೆ. ಸಮಯಕ್ಕೆ ಸರಿಯಾಗಿ ಚಿಕಿತ್ಸೆ ಪಡೆಯದಿದ್ದರೆ ಶಾಶ್ವತ ಅಂಗವೈಕಲ್ಯಕ್ಕೆ ಕಾರಣವಾಗಬಹುದು. ಬಹು ಔಷಧ ಚಿಕಿತ್ಸೆ (MDT) ಮೂಲಕ ಕುಷ್ಠರೋಗವನ್ನು ಸಂಪೂರ್ಣವಾಗಿ ಗುಣಪಡಿಸಬಹುದು. ರೋಗದ ಲಕ್ಷಣಗಳು ಕಾಣಿಸಿಕೊಳ್ಳಲು ಹಲವಾರು ವರ್ಷಗಳು ತೆಗೆದುಕೊಳ್ಳಬಹುದು. ರೋಗಿಗಳ ಬಗ್ಗೆ ತಾರತಮ್ಯ ಮಾಡದೆ ಅವರನ್ನು ಸಮಾಜದ ಭಾಗವಾಗಿ ಸ್ವೀಕರಿಸುವುದು ಅತ್ಯಗತ್ಯ. ಆರೋಗ್ಯ ಕಾರ್ಯಕರ್ತರು ಮನೆ ಮನೆಗೆ ಭೇಟಿ ನೀಡಿ ರೋಗಿಗಳನ್ನು ಪತ್ತೆಹಚ್ಚುವ ಅಭಿಯಾನ ನಡೆಸುತ್ತಿದ್ದಾರೆ. ಕುಷ್ಠರೋಗ ಪೀಡಿತರಿಗೆ ಪುನರ್ವಸತಿ ಕಲ್ಪಿಸುವುದು ಸರ್ಕಾರದ ಆದ್ಯತೆಯಾಗಿದೆ. ಸ್ಪರ್ಶ ಕುಷ್ಠರೋಗ ಜಾಗೃತಿ ಅಭಿಯಾನವು ಸಮುದಾಯದಲ್ಲಿ ಅರಿವು ಮೂಡಿಸುವ ಉದ್ದೇಶ ಹೊಂದಿದೆ. ಕುಷ್ಠರೋಗವನ್ನು ಹಿಂದಿನ ಜನ್ಮದ ಪಾಪಗಳೊಂದಿಗೆ ಜೋಡಿಸುವುದು ಮೂಢನಂಬಿಕೆ ಮಾತ್ರ ಎಂಬುದನ್ನು ಜನರು ಅರಿಯಬೇಕಿದೆ.: [412, 394, 578, 1036]
color-mark-grey: [1435, 2369, 1454, 2389]
event-banner-text: ಕನಕೋತ್ಸವ - 2026: [1253, 866, 1376, 884]
stage-banner: [1208, 850, 1460, 931]
cancer-headline: ಗಂಭೀರ ಕಾಯಿಲೆಗಳಿಗೆ ವಿಮೆ: [777, 1983, 1045, 2017]
rule: [777, 2251, 1488, 2252]
stage-floor: [1141, 950, 1488, 1001]
divider: [230, 175, 231, 1139]
rule: [777, 1974, 1488, 1975]
goats-illustration: [231, 1195, 584, 1360]
banner-text: ನಗರಸಭಾ ಸಭಾಂಗಣ: [1184, 199, 1316, 221]
